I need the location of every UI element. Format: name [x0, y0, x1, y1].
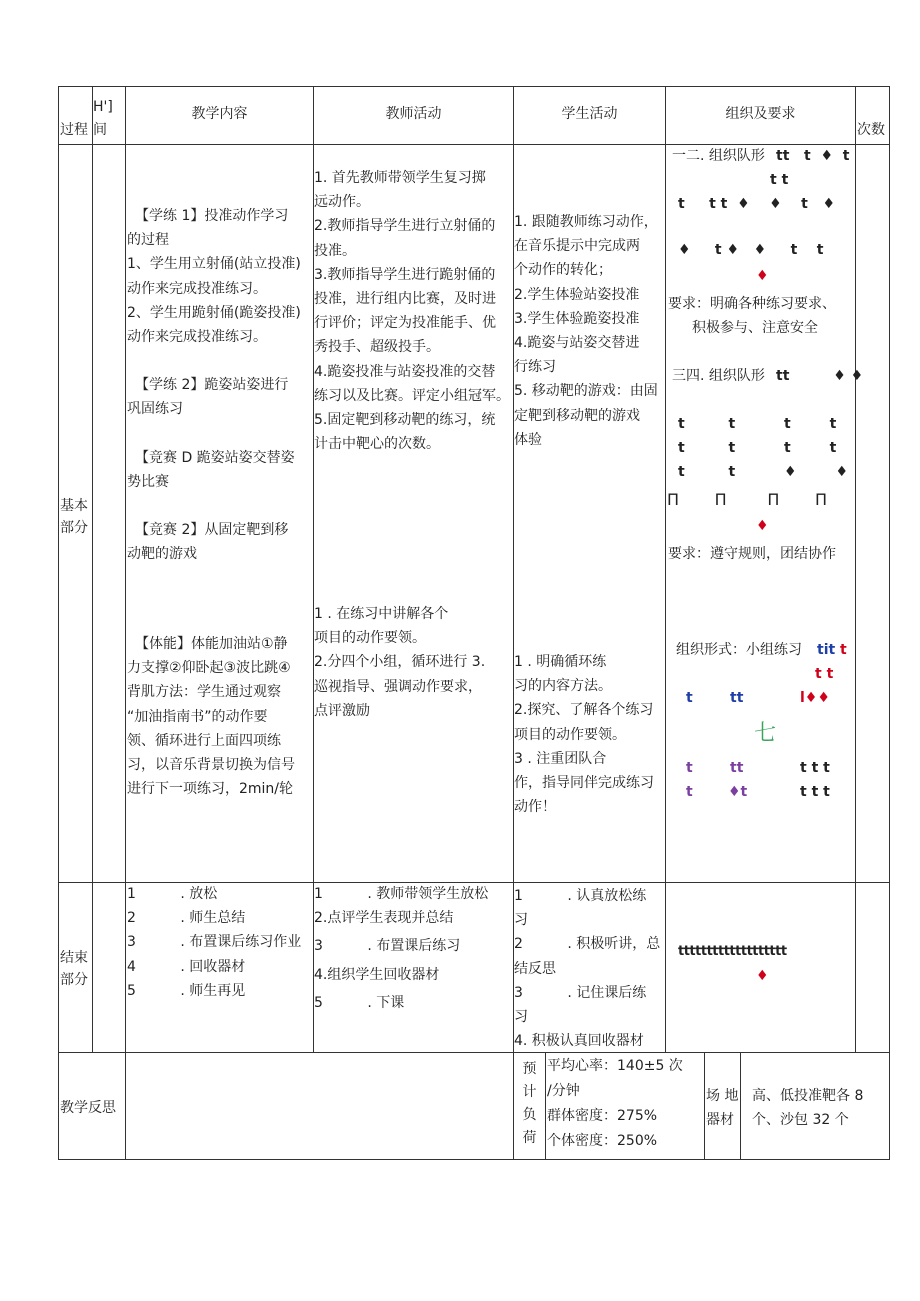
student-line: 3 . 记住课后练 — [514, 984, 647, 1001]
student-line: 体验 — [514, 431, 542, 448]
content-line: 1 . 放松 — [127, 886, 218, 902]
content-line: 动靶的游戏 — [127, 546, 197, 563]
load-line: 平均心率：140±5 次 — [547, 1058, 683, 1074]
teacher-line: 行评价；评定为投准能手、优 — [314, 315, 496, 332]
teacher-line: 2.分四个小组，循环进行 3. — [314, 654, 486, 671]
header-student: 学生活动 — [561, 106, 618, 122]
fitness-org-row2c: l♦♦ — [800, 690, 830, 706]
load-label-char: 荷 — [522, 1130, 537, 1146]
formation-1-title: 一二. 组织队形 — [672, 148, 765, 164]
teacher-line: 1 . 教师带领学生放松 — [314, 886, 489, 902]
formation-2-row2: t t t t — [678, 440, 837, 456]
ending-formation-row: ttttttttttttttttttt — [678, 944, 787, 959]
content-line: 3 . 布置课后练习作业 — [127, 934, 302, 951]
reflection-label: 教学反思 — [60, 1100, 116, 1116]
venue-values — [752, 1084, 863, 1132]
load-line: 个体密度：250% — [547, 1133, 658, 1149]
teacher-line: 3 . 布置课后练习 — [314, 938, 461, 955]
teacher-line: 远动作。 — [314, 194, 370, 211]
teacher-line: 5.固定靶到移动靶的练习，统 — [314, 412, 496, 429]
formation-1-row4: ♦ — [756, 268, 769, 284]
teacher-line: 投准，进行组内比赛，及时进 — [314, 291, 496, 308]
content-line: 的过程 — [127, 232, 169, 249]
ending-label-1: 结束 — [60, 950, 88, 966]
content-line: 【体能】体能加油站①静 — [135, 636, 288, 652]
load-values — [547, 1054, 683, 1154]
student-line: 5. 移动靶的游戏：由固 — [514, 383, 658, 400]
formation-1-row2: t t t ♦ ♦ t ♦ — [678, 196, 836, 212]
fitness-org-row3b: tt — [730, 760, 744, 776]
content-line: 力支撑②仰卧起③波比跳④ — [127, 660, 291, 677]
content-line: 5 . 师生再见 — [127, 982, 246, 999]
content-line: “加油指南书”的动作要 — [127, 708, 268, 725]
fitness-org-row3c: t t t — [800, 760, 830, 776]
fitness-org-row4a: t — [686, 784, 693, 800]
content-line: 4 . 回收器材 — [127, 958, 246, 975]
formation-2-title: 三四. 组织队形 — [672, 368, 765, 384]
basic-label-2: 部分 — [60, 520, 88, 536]
teacher-line: 点评激励 — [314, 702, 370, 719]
load-line: 群体密度：275% — [547, 1108, 658, 1124]
fitness-org-label: 组织形式：小组练习 — [676, 642, 802, 658]
teacher-line: 巡视指导、强调动作要求， — [314, 678, 482, 695]
basic-student — [514, 210, 658, 452]
load-line: /分钟 — [547, 1083, 580, 1099]
student-line: 习 — [514, 912, 528, 929]
content-line: 动作来完成投准练习。 — [127, 329, 267, 346]
student-line: 2.探究、了解各个练习 — [514, 702, 654, 719]
header-teacher: 教师活动 — [385, 106, 442, 122]
student-line: 1. 跟随教师练习动作， — [514, 214, 658, 230]
fitness-org-row3a: t — [686, 760, 693, 776]
student-line: 4. 积极认真回收器材 — [514, 1033, 644, 1050]
teacher-line: 2.教师指导学生进行立射俑的 — [314, 218, 496, 235]
ending-formation-mark: ♦ — [756, 968, 769, 984]
fitness-org-row4c: t t t — [800, 784, 830, 800]
content-line: 进行下一项练习，2min/轮 — [127, 781, 294, 798]
teacher-line: 5 . 下课 — [314, 994, 405, 1011]
teacher-line: 3.教师指导学生进行跪射俑的 — [314, 266, 496, 283]
fitness-org-row2b: tt — [730, 690, 744, 706]
student-line: 3.学生体验跪姿投准 — [514, 310, 640, 327]
teacher-line: 1. 首先教师带领学生复习掷 — [314, 170, 486, 186]
fitness-org-row1: t t — [815, 666, 834, 682]
student-line: 2 . 积极听讲，总 — [514, 936, 661, 953]
ending-content — [127, 882, 301, 1003]
content-line: 2 . 师生总结 — [127, 910, 246, 927]
teacher-line: 2.点评学生表现并总结 — [314, 910, 454, 927]
venue-line: 个、沙包 32 个 — [752, 1112, 849, 1128]
load-label-char: 负 — [522, 1107, 537, 1123]
content-line: 领、循环进行上面四项练 — [127, 732, 281, 749]
content-line: 巩固练习 — [127, 401, 183, 418]
fitness-teacher — [314, 602, 485, 723]
header-time-bottom: 间 — [93, 122, 107, 138]
content-line: 势比赛 — [127, 473, 169, 490]
fitness-org-row4b: ♦t — [728, 784, 748, 800]
formation-2-row1: t t t t — [678, 416, 837, 432]
formation-2-req: 要求：遵守规则，团结协作 — [668, 546, 836, 562]
header-count: 次数 — [857, 122, 885, 138]
load-label-char: 计 — [522, 1084, 537, 1100]
student-line: 1 . 认真放松练 — [514, 888, 647, 904]
formation-2-row4: Π Π Π Π — [667, 490, 828, 509]
formation-2-row3: t t ♦ ♦ — [678, 464, 849, 480]
header-time-top: H'] — [93, 99, 113, 115]
fitness-org-mark-a: tit — [817, 642, 836, 658]
teacher-line: 4.跪姿投准与站姿投准的交替 — [314, 363, 496, 380]
fitness-student — [514, 650, 654, 819]
ending-label-2: 部分 — [60, 972, 88, 988]
load-label — [514, 1058, 545, 1150]
ending-teacher — [314, 882, 488, 1015]
student-line: 动作！ — [514, 799, 556, 816]
venue-label-1: 场 地 — [706, 1088, 739, 1104]
content-line: 背肌方法：学生通过观察 — [127, 684, 281, 701]
student-line: 2.学生体验站姿投准 — [514, 286, 640, 303]
formation-2-row5: ♦ — [756, 518, 769, 534]
teacher-line: 4.组织学生回收器材 — [314, 966, 440, 983]
content-line: 【学练 1】投准动作学习 — [135, 208, 289, 224]
student-line: 4.跪姿与站姿交替进 — [514, 335, 640, 352]
teacher-line: 秀投手、超级投手。 — [314, 339, 440, 356]
fitness-org-mark-b: t — [840, 642, 847, 658]
basic-teacher — [314, 166, 510, 456]
basic-label-1: 基本 — [60, 498, 88, 514]
header-organization: 组织及要求 — [725, 106, 796, 122]
student-line: 作，指导同伴完成练习 — [514, 775, 654, 792]
content-line: 动作来完成投准练习。 — [127, 280, 267, 297]
load-label-char: 预 — [522, 1061, 537, 1077]
header-content: 教学内容 — [191, 106, 248, 122]
fitness-org-row2a: t — [686, 690, 693, 706]
formation-1-marks: tt t ♦ t — [776, 148, 850, 164]
student-line: 习的内容方法。 — [514, 678, 612, 695]
venue-line: 高、低投准靶各 8 — [752, 1088, 864, 1104]
student-line: 在音乐提示中完成两 — [514, 238, 640, 255]
content-line: 【竞赛 D 跪姿站姿交替姿 — [135, 449, 295, 466]
content-line: 2、学生用跪射俑(跪姿投准) — [127, 304, 301, 321]
formation-1-row1: t t — [770, 172, 789, 188]
ending-student — [514, 884, 660, 1050]
content-line: 【学练 2】跪姿站姿进行 — [135, 377, 289, 394]
student-line: 习 — [514, 1009, 528, 1026]
student-line: 个动作的转化； — [514, 262, 612, 279]
student-line: 结反思 — [514, 960, 556, 977]
teacher-line: 计击中靶心的次数。 — [314, 436, 440, 453]
student-line: 项目的动作要领。 — [514, 726, 626, 743]
teacher-line: 项目的动作要领。 — [314, 630, 426, 647]
content-line: 【竞赛 2】从固定靶到移 — [135, 522, 289, 539]
formation-1-row3: ♦ t ♦ ♦ t t — [678, 242, 824, 258]
basic-content — [127, 204, 301, 566]
student-line: 1 . 明确循环练 — [514, 654, 607, 670]
formation-2-marks: tt ♦ ♦ — [776, 368, 864, 384]
teacher-line: 投准。 — [314, 242, 356, 259]
student-line: 行练习 — [514, 359, 556, 376]
venue-label-2: 器材 — [706, 1112, 734, 1128]
student-line: 3 . 注重团队合 — [514, 750, 607, 767]
content-line: 习，以音乐背景切换为信号 — [127, 757, 295, 774]
header-process: 过程 — [60, 122, 88, 138]
content-line: 1、学生用立射俑(站立投准) — [127, 256, 301, 273]
teacher-line: 练习以及比赛。评定小组冠军。 — [314, 387, 510, 404]
student-line: 定靶到移动靶的游戏 — [514, 407, 640, 424]
fitness-content — [127, 632, 295, 801]
fitness-org-center: 七 — [754, 721, 777, 746]
formation-1-req-1: 要求：明确各种练习要求、 — [668, 296, 836, 312]
formation-1-req-2: 积极参与、注意安全 — [692, 320, 818, 336]
teacher-line: 1 . 在练习中讲解各个 — [314, 606, 449, 622]
